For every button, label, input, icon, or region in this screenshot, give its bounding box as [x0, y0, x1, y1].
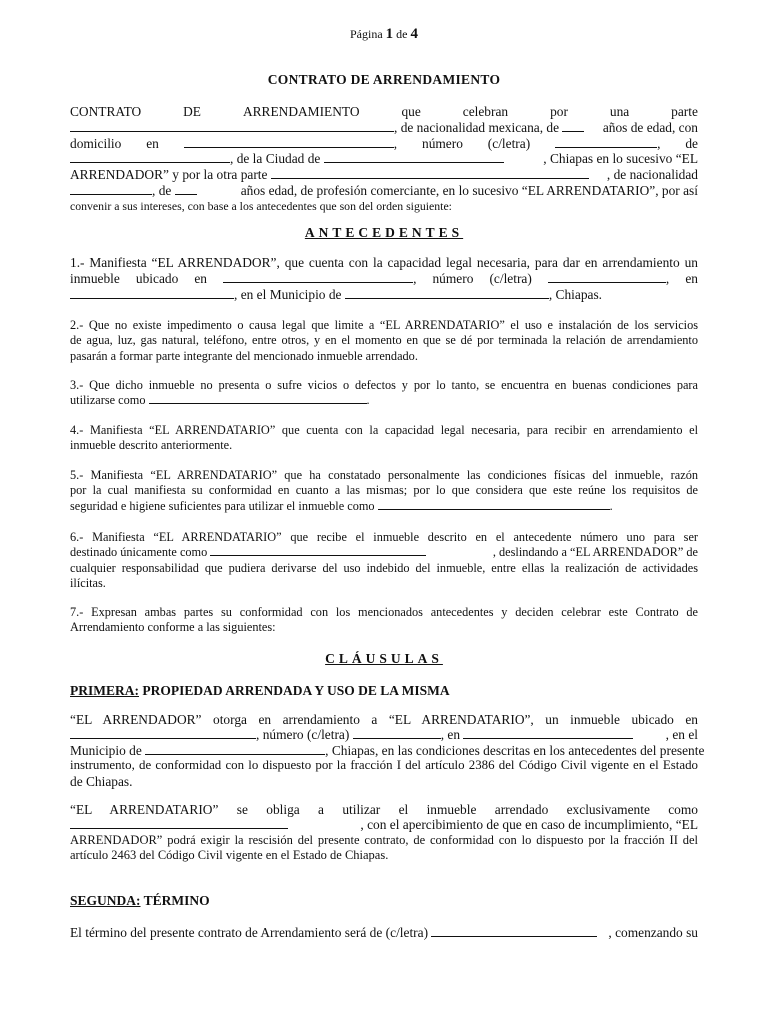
text: , número (c/letra): [256, 727, 350, 743]
document-title: CONTRATO DE ARRENDAMIENTO: [267, 72, 501, 87]
text: (c/letra): [489, 271, 532, 286]
blank-arrendador-name: [70, 121, 394, 132]
text-line: de agua, luz, gas natural, teléfono, entre otros, y en el momento en que se dé por terminada la relación de arrendamiento: [70, 333, 698, 348]
text: ,: [665, 271, 670, 286]
blank-termino: [431, 926, 597, 937]
blank-age-2: [175, 184, 197, 195]
text: en: [146, 135, 159, 151]
text-line: [70, 393, 698, 408]
text-line: instrumento, de conformidad con lo dispuesto por la fracción I del artículo 2386 del Código Civil vigente en el Estado: [70, 758, 698, 773]
text-line: 4.- Manifiesta “EL ARRENDATARIO” que cuenta con la capacidad legal necesaria, para recibir en arrendamiento el: [70, 423, 698, 437]
text: ,: [657, 135, 661, 151]
blank-arrendatario-name: [271, 168, 589, 179]
text-line: [70, 727, 698, 742]
text-line: 2.- Que no existe impedimento o causa legal que limite a “EL ARRENDATARIO” el uso e instalación de los servicios: [70, 318, 698, 332]
clause-segunda-heading: [70, 893, 210, 909]
text: ,: [393, 135, 398, 151]
word: una: [609, 104, 630, 119]
text: , Chiapas.: [548, 287, 603, 302]
text: años de edad, con: [602, 119, 698, 135]
page-label: Página: [350, 27, 383, 41]
antecedente-5: [70, 468, 698, 514]
text: , con el apercibimiento de que en caso de incumplimiento, “EL: [360, 817, 698, 833]
blank-domicilio: [184, 137, 394, 148]
text: inmueble: [70, 271, 120, 286]
text: , en el Municipio de: [234, 287, 342, 302]
blank-nacionalidad: [70, 184, 152, 195]
text-line: 6.- Manifiesta “EL ARRENDATARIO” que recibe el inmueble descrito en el antecedente número uno para ser: [70, 530, 698, 544]
text-line: [70, 499, 698, 514]
blank-colonia: [70, 152, 230, 163]
blank-destino: [210, 545, 426, 556]
text-line: 3.- Que dicho inmueble no presenta o sufre vicios o defectos y por lo tanto, se encuentra en buenas condiciones para: [70, 378, 698, 392]
antecedente-6: [70, 530, 698, 591]
text: .: [609, 498, 613, 513]
text: domicilio: [70, 135, 122, 151]
text: años edad, de profesión comerciante, en lo sucesivo “EL ARRENDATARIO”, por así: [240, 182, 698, 198]
antecedente-3: [70, 378, 698, 409]
word: CONTRATO: [70, 104, 142, 119]
page-number: [0, 26, 768, 43]
text-line: artículo 2463 del Código Civil vigente en el Estado de Chiapas.: [70, 848, 389, 863]
text-line: [70, 545, 698, 560]
text-line: ARRENDADOR” podrá exigir la rescisión del presente contrato, de conformidad con lo dispuesto por la fracción II del: [70, 832, 698, 847]
blank-municipio-clausula: [145, 744, 325, 755]
intro-line-6: [70, 183, 698, 199]
text-line: [70, 271, 698, 287]
text-line: [70, 287, 698, 303]
blank-numero: [555, 137, 657, 148]
blank-uso-2: [378, 499, 610, 510]
text: ,: [413, 271, 417, 286]
text: , de la Ciudad de: [230, 151, 321, 167]
text-line: [70, 925, 698, 940]
word: celebran: [462, 104, 509, 119]
intro-line-1: [70, 104, 698, 120]
text: , de: [152, 182, 172, 198]
word: que: [401, 104, 421, 119]
text: seguridad e higiene suficientes para utilizar el inmueble como: [70, 498, 375, 513]
blank-municipio: [345, 288, 549, 299]
blank-ubicacion-clausula: [70, 728, 256, 739]
antecedente-7: [70, 605, 698, 636]
blank-age: [562, 121, 584, 132]
blank-numero-clausula: [353, 728, 441, 739]
text: .: [366, 393, 370, 408]
blank-numero-inmueble: [548, 272, 666, 283]
text: en: [194, 271, 207, 286]
text: número: [432, 271, 474, 286]
blank-ciudad: [324, 152, 504, 163]
text-line: inmueble descrito anteriormente.: [70, 438, 233, 453]
text-line: [70, 742, 705, 758]
antecedente-2: [70, 318, 698, 364]
text: Municipio de: [70, 742, 142, 758]
blank-colonia-clausula: [463, 728, 633, 739]
text: de: [685, 135, 698, 151]
text-line: de Chiapas.: [70, 773, 133, 789]
clause-primera-paragraph-2: [70, 802, 698, 864]
blank-colonia-inmueble: [70, 288, 234, 299]
clause-label: PRIMERA:: [70, 683, 139, 698]
text-line: 7.- Expresan ambas partes su conformidad con los mencionados antecedentes y deciden celebrar este Contrato de: [70, 605, 698, 619]
text-line: pasarán a formar parte integrante del mencionado inmueble arrendado.: [70, 348, 418, 363]
blank-uso: [149, 393, 367, 404]
text: utilizarse como: [70, 393, 146, 408]
antecedente-4: [70, 423, 698, 454]
text: , deslindando a “EL ARRENDADOR” de: [492, 545, 698, 560]
intro-line-2: [70, 120, 698, 136]
word: DE: [183, 104, 201, 119]
clausulas-heading: CLÁUSULAS: [325, 651, 443, 666]
text: El término del presente contrato de Arrendamiento será de (c/letra): [70, 925, 429, 940]
text-line: ilícitas.: [70, 575, 106, 590]
text: ubicado: [135, 271, 179, 286]
text: número: [422, 135, 463, 151]
text-line: 5.- Manifiesta “EL ARRENDATARIO” que ha constatado personalmente las condiciones físicas del inmueble, razón: [70, 468, 698, 482]
blank-uso-exclusivo: [70, 818, 288, 829]
text-line: Arrendamiento conforme a las siguientes:: [70, 620, 276, 635]
total-pages: 4: [410, 26, 418, 42]
clause-label: SEGUNDA:: [70, 893, 141, 908]
clause-title: PROPIEDAD ARRENDADA Y USO DE LA MISMA: [142, 683, 450, 698]
text: ARRENDADOR” y por la otra parte: [70, 167, 268, 183]
word: parte: [671, 104, 698, 119]
text: en: [685, 271, 698, 286]
text-line: “EL ARRENDATARIO” se obliga a utilizar el inmueble arrendado exclusivamente como: [70, 802, 698, 817]
text: , en: [440, 727, 461, 743]
blank-ubicacion: [223, 272, 413, 283]
text-line: por la cual manifiesta su conformidad en cuanto a las mismas; por lo que considera que este reúne los requisitos de: [70, 483, 698, 498]
text-line: 1.- Manifiesta “EL ARRENDADOR”, que cuenta con la capacidad legal necesaria, para dar en arrendamiento un: [70, 255, 698, 270]
text: , de nacionalidad mexicana, de: [394, 119, 560, 135]
page-of-label: de: [396, 27, 408, 41]
text-line: “EL ARRENDADOR” otorga en arrendamiento a “EL ARRENDATARIO”, un inmueble ubicado en: [70, 712, 698, 727]
clause-primera-heading: [70, 683, 450, 699]
clause-primera-paragraph-1: [70, 712, 705, 789]
text: , en el: [665, 727, 698, 743]
word: ARRENDAMIENTO: [242, 104, 360, 119]
text: (c/letra): [487, 135, 531, 151]
intro-line-4: [70, 151, 698, 167]
text: , Chiapas en lo sucesivo “EL: [543, 151, 698, 167]
clause-segunda-paragraph: [70, 925, 698, 940]
text: , comenzando su: [608, 925, 698, 940]
current-page: 1: [385, 26, 394, 42]
text-line: [70, 817, 698, 832]
intro-paragraph: [70, 104, 698, 215]
antecedentes-heading: ANTECEDENTES: [304, 225, 464, 240]
text-line: cualquier responsabilidad que pudiera derivarse del uso indebido del inmueble, entre ellas la realización de actividades: [70, 560, 698, 575]
intro-line-3: [70, 136, 698, 152]
word: por: [550, 104, 568, 119]
text: , Chiapas, en las condiciones descritas en los antecedentes del presente: [325, 742, 705, 758]
clause-title: TÉRMINO: [143, 893, 210, 908]
intro-line-7: convenir a sus intereses, con base a los antecedentes que son del orden siguiente:: [70, 198, 452, 213]
intro-line-5: [70, 167, 698, 183]
antecedente-1: [70, 255, 698, 303]
text: destinado únicamente como: [70, 545, 208, 560]
text: , de nacionalidad: [606, 167, 698, 183]
